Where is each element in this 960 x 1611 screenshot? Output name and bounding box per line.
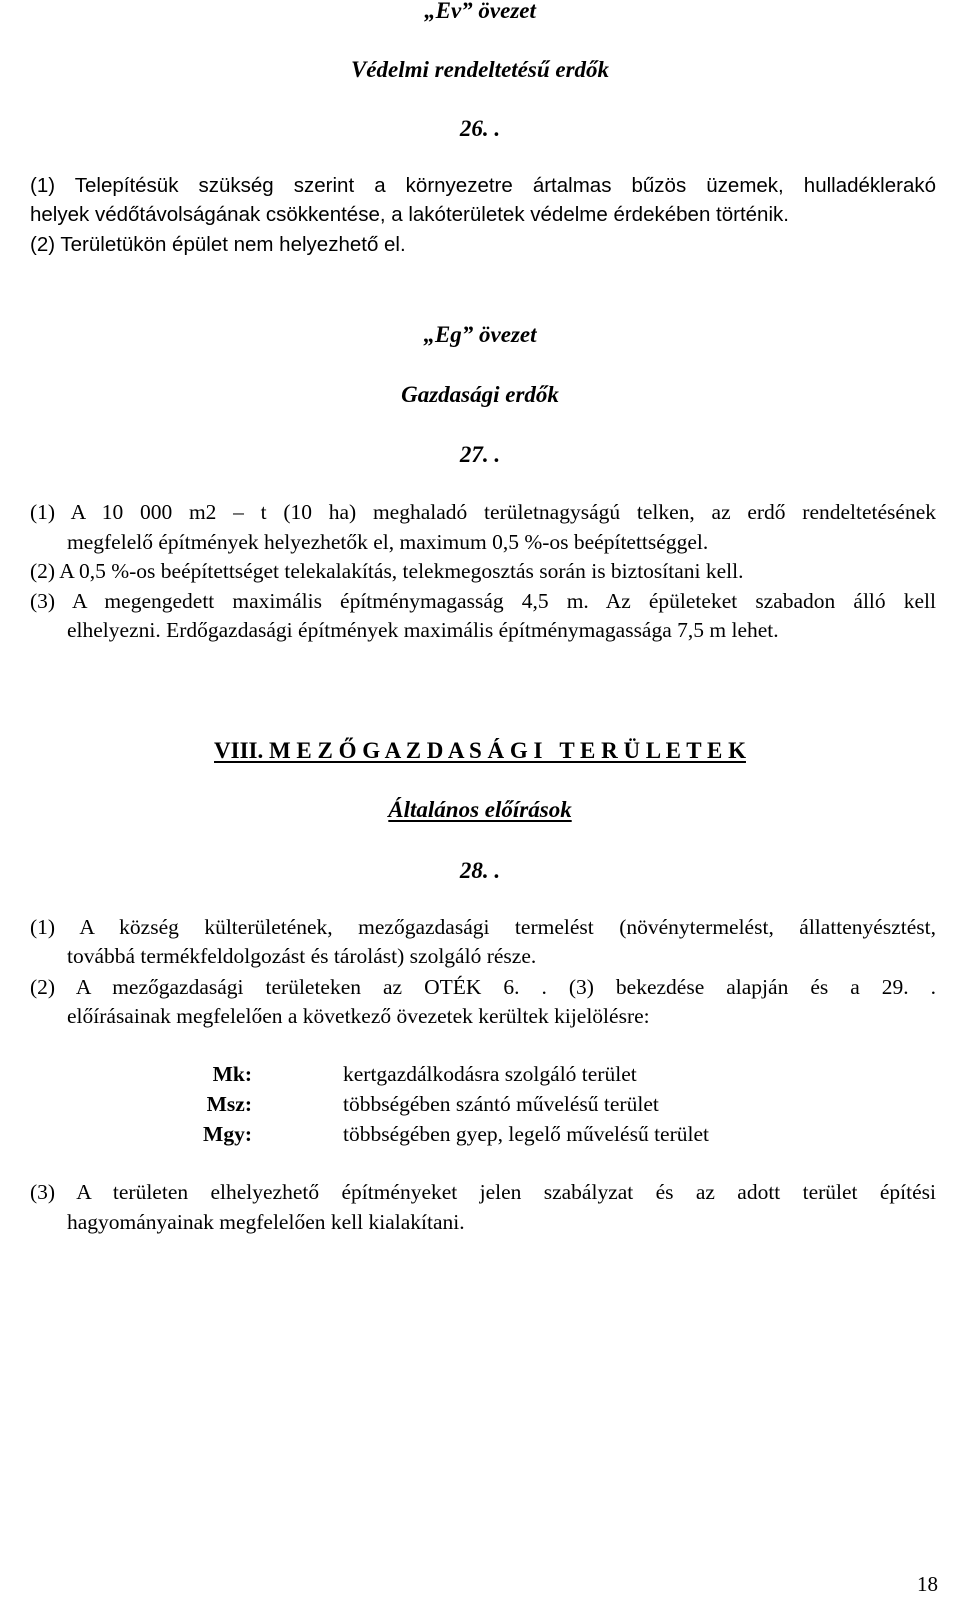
eg-p3-line2: elhelyezni. Erdőgazdasági építmények maximális építménymagassága 7,5 m lehet. <box>67 618 779 642</box>
viii-p3-line1: (3) A területen elhelyezhető építményeket jelen szabályzat és az adott terület építési <box>30 1180 936 1204</box>
page-number: 18 <box>917 1572 938 1596</box>
viii-p3-line2: hagyományainak megfelelően kell kialakítani. <box>67 1210 465 1234</box>
viii-p1-line2: továbbá termékfeldolgozást és tárolást) szolgáló része. <box>67 944 537 968</box>
eg-p1-line2: megfelelő építmények helyezhetők el, maximum 0,5 %-os beépítettséggel. <box>67 530 709 554</box>
viii-p2-line1: (2) A mezőgazdasági területeken az OTÉK 6. . (3) bekezdése alapján és a 29. . <box>30 975 936 999</box>
zone-code: Msz: <box>206 1092 252 1116</box>
ev-p1-line2: helyek védőtávolságának csökkentése, a lakóterületek védelme érdekében történik. <box>30 203 789 226</box>
paragraph-number-27: 27. . <box>459 442 501 467</box>
viii-p1-line1: (1) A község külterületének, mezőgazdasági termelést (növénytermelést, állattenyésztést, <box>30 915 936 939</box>
subtitle-gazdasagi-erdok: Gazdasági erdők <box>401 382 559 407</box>
ev-p2-line1: (2) Területükön épület nem helyezhető el. <box>30 233 406 256</box>
zone-title-eg: „Eg” övezet <box>423 322 537 347</box>
eg-p1-line1: (1) A 10 000 m2 – t (10 ha) meghaladó területnagyságú telken, az erdő rendeltetésének <box>30 500 936 524</box>
zone-code: Mgy: <box>203 1122 252 1146</box>
eg-p3-line1: (3) A megengedett maximális építménymagasság 4,5 m. Az épületeket szabadon álló kell <box>30 589 936 613</box>
zone-code: Mk: <box>212 1062 252 1086</box>
zone-title-ev: „Ev” övezet <box>424 0 536 23</box>
eg-p2-line1: (2) A 0,5 %-os beépítettséget telekalakítás, telekmegosztás során is biztosítani kell. <box>30 559 744 583</box>
zone-description: többségében gyep, legelő művelésű terület <box>343 1122 709 1146</box>
paragraph-number-26: 26. . <box>459 116 501 141</box>
ev-p1-line1: (1) Telepítésük szükség szerint a környezetre ártalmas bűzös üzemek, hulladéklerakó <box>30 174 936 197</box>
subtitle-altalanos-eloirasok: Általános előírások <box>388 797 572 822</box>
subtitle-vedelmi-erdok: Védelmi rendeltetésű erdők <box>350 57 610 82</box>
paragraph-number-28: 28. . <box>459 858 501 883</box>
zone-description: kertgazdálkodásra szolgáló terület <box>343 1062 637 1086</box>
chapter-title-viii: VIII. M E Z Ő G A Z D A S Á G I T E R Ü L E T E K <box>214 738 746 763</box>
zone-description: többségében szántó művelésű terület <box>343 1092 659 1116</box>
viii-p2-line2: előírásainak megfelelően a következő övezetek kerültek kijelölésre: <box>67 1004 650 1028</box>
